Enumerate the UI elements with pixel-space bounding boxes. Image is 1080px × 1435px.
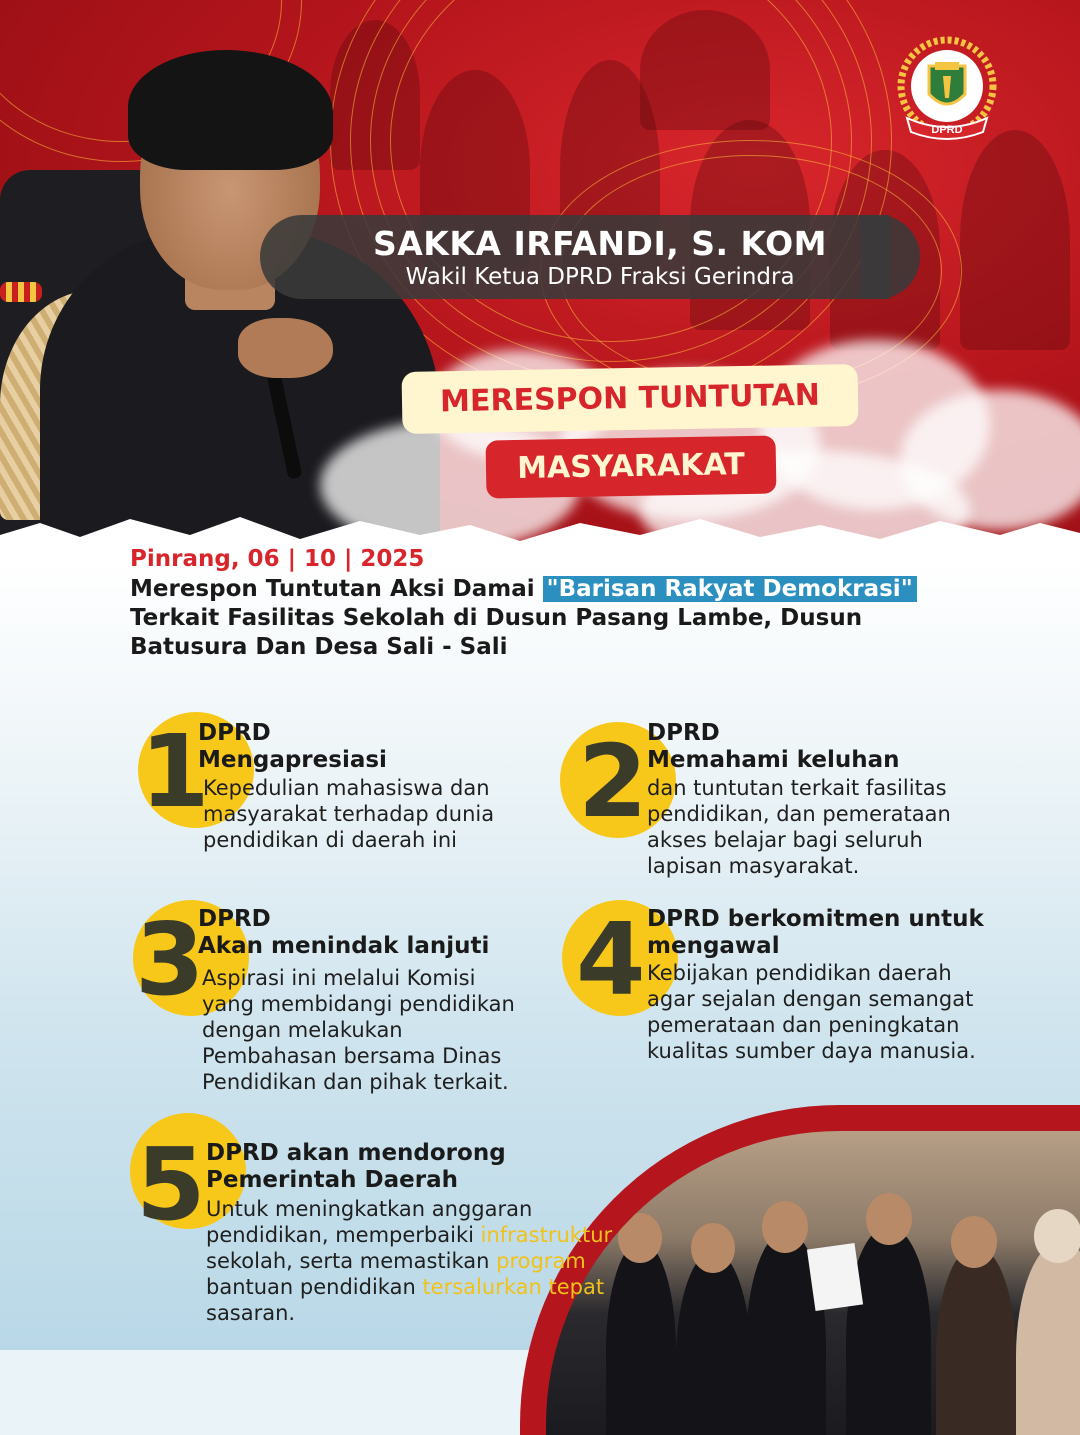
point-4-subtitle: mengawal bbox=[647, 933, 780, 959]
point-3-text-line: Aspirasi ini melalui Komisi bbox=[202, 966, 476, 990]
point-3-number: 3 bbox=[135, 901, 205, 1018]
point-2-number: 2 bbox=[578, 723, 648, 840]
point-3-text-line: dengan melakukan bbox=[202, 1018, 403, 1042]
point-5-subtitle: Pemerintah Daerah bbox=[206, 1167, 458, 1193]
point-5-text-line: sasaran. bbox=[206, 1301, 296, 1325]
point-1-text-line: pendidikan di daerah ini bbox=[203, 828, 457, 852]
point-3-text-line: yang membidangi pendidikan bbox=[202, 992, 515, 1016]
dprd-emblem-icon bbox=[893, 36, 1001, 144]
point-2-title: DPRD bbox=[647, 720, 720, 746]
point-1-title: DPRD bbox=[198, 720, 271, 746]
movement-name-highlight: "Barisan Rakyat Demokrasi" bbox=[543, 576, 917, 602]
point-3-text-line: Pembahasan bersama Dinas bbox=[202, 1044, 502, 1068]
document-paper bbox=[807, 1243, 863, 1311]
ornament-trim bbox=[0, 282, 42, 302]
intro-line1 bbox=[130, 576, 917, 602]
point-1-subtitle: Mengapresiasi bbox=[198, 747, 387, 773]
point-2-text-line: lapisan masyarakat. bbox=[647, 854, 860, 878]
point-3-title: DPRD bbox=[198, 906, 271, 932]
hero-banner bbox=[0, 0, 1080, 560]
point-4-text-line: kualitas sumber daya manusia. bbox=[647, 1039, 976, 1063]
point-5-text-line: Untuk meningkatkan anggaran bbox=[206, 1197, 533, 1221]
date-location: Pinrang, 06 | 10 | 2025 bbox=[130, 546, 425, 572]
person-name: SAKKA IRFANDI, S. KOM bbox=[372, 224, 828, 263]
point-3-subtitle: Akan menindak lanjuti bbox=[198, 933, 490, 959]
intro-line1-prefix: Merespon Tuntutan Aksi Damai bbox=[130, 576, 543, 602]
person-role: Wakil Ketua DPRD Fraksi Gerindra bbox=[405, 264, 795, 290]
point-4-number: 4 bbox=[576, 901, 646, 1018]
point-1-number: 1 bbox=[140, 713, 210, 830]
point-2-text-line: dan tuntutan terkait fasilitas bbox=[647, 776, 947, 800]
point-1-text-line: Kepedulian mahasiswa dan bbox=[203, 776, 490, 800]
point-4-text-line: pemerataan dan peningkatan bbox=[647, 1013, 960, 1037]
person-hair bbox=[128, 50, 333, 170]
intro-line3: Batusura Dan Desa Sali - Sali bbox=[130, 634, 508, 660]
intro-line2: Terkait Fasilitas Sekolah di Dusun Pasang Lambe, Dusun bbox=[130, 605, 863, 631]
point-1-text-line: masyarakat terhadap dunia bbox=[203, 802, 495, 826]
point-4-text-line: Kebijakan pendidikan daerah bbox=[647, 961, 952, 985]
point-5-text-line: pendidikan, memperbaiki infrastruktur bbox=[206, 1223, 613, 1247]
point-4-text-line: agar sejalan dengan semangat bbox=[647, 987, 974, 1011]
headline-line1: MERESPON TUNTUTAN bbox=[401, 364, 858, 434]
point-2-text-line: akses belajar bagi seluruh bbox=[647, 828, 923, 852]
point-5-text-line: sekolah, serta memastikan program bbox=[206, 1249, 586, 1273]
headline-line2: MASYARAKAT bbox=[486, 435, 777, 498]
point-5-number: 5 bbox=[136, 1126, 206, 1243]
logo-text: DPRD bbox=[931, 124, 963, 136]
point-4-title: DPRD berkomitmen untuk bbox=[647, 906, 984, 932]
point-2-subtitle: Memahami keluhan bbox=[647, 747, 900, 773]
point-5-title: DPRD akan mendorong bbox=[206, 1140, 506, 1166]
point-5-text-line: bantuan pendidikan tersalurkan tepat bbox=[206, 1275, 605, 1299]
point-3-text-line: Pendidikan dan pihak terkait. bbox=[202, 1070, 509, 1094]
point-2-text-line: pendidikan, dan pemerataan bbox=[647, 802, 951, 826]
